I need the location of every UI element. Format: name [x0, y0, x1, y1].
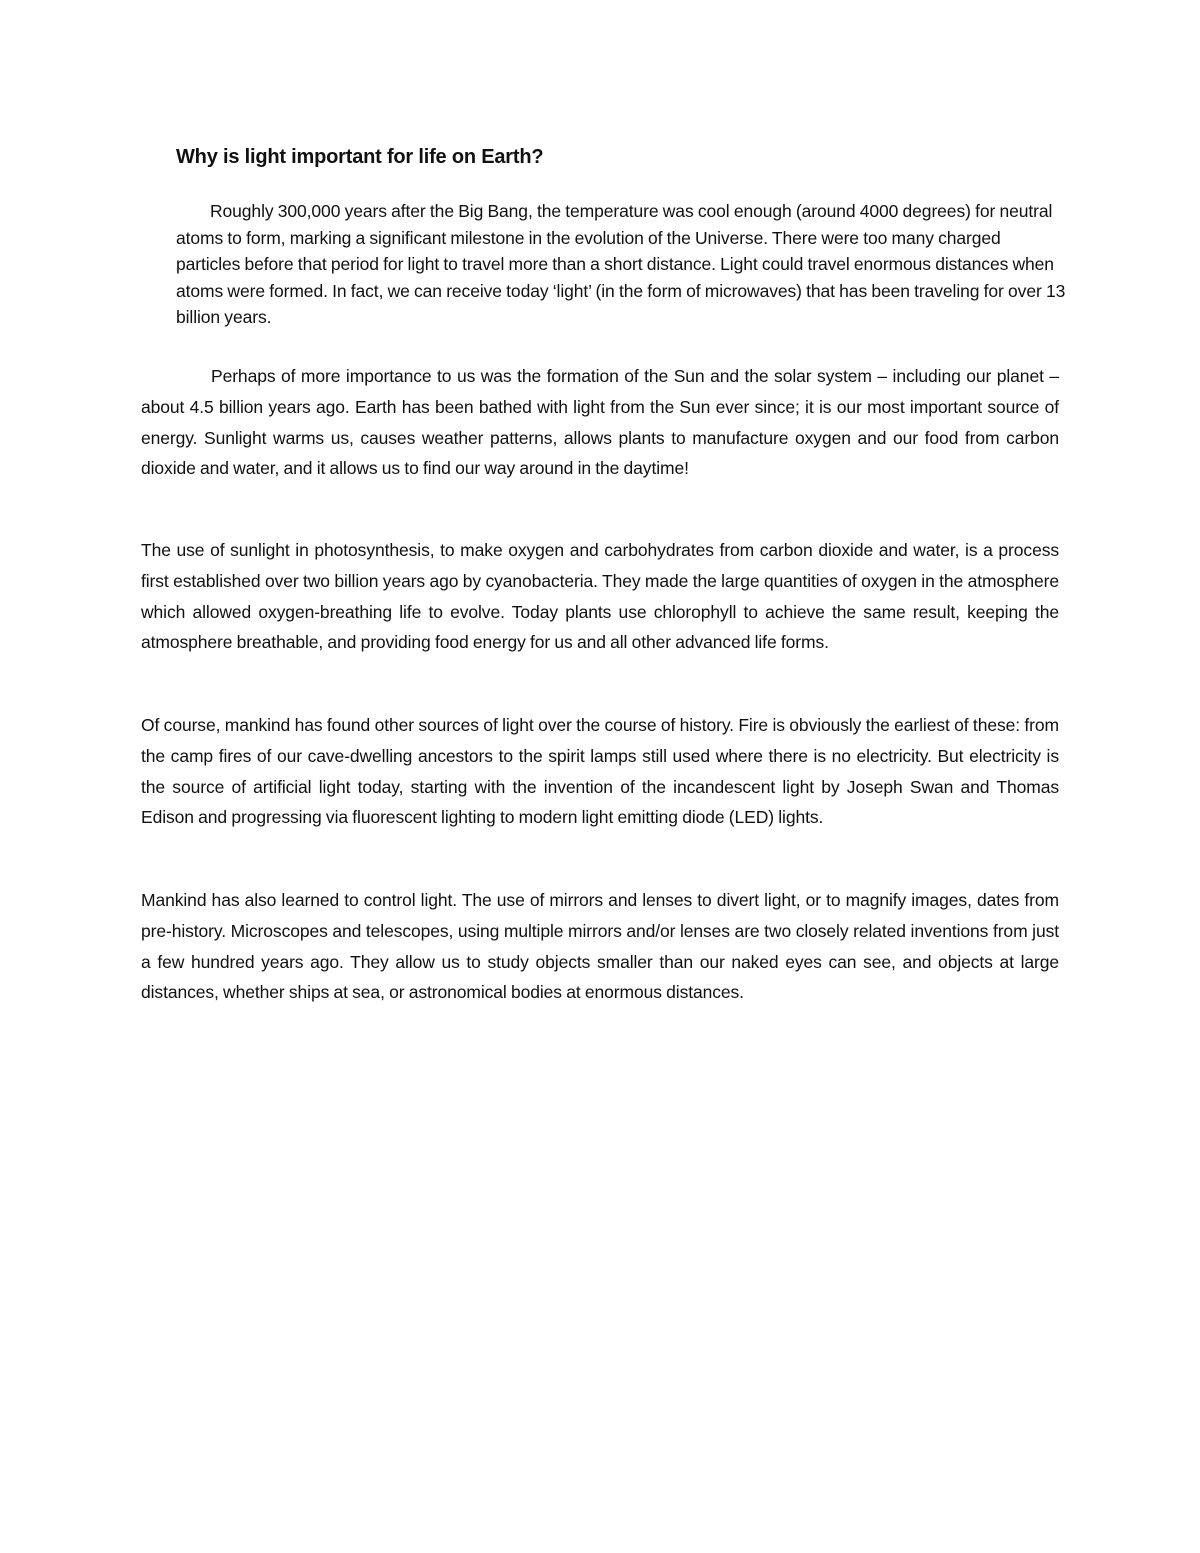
- document-title: Why is light important for life on Earth?: [176, 146, 544, 168]
- paragraph-controlling-light: Mankind has also learned to control light. The use of mirrors and lenses to divert light, or to magnify images, dates from pre-history. Microscopes and telescopes, using multiple mirrors and/or lenses are two closely related inventions from just a few hundred years ago. They allow us to study objects smaller than our naked eyes can see, and objects at large distances, whether ships at sea, or astronomical bodies at enormous distances.: [141, 890, 1059, 1003]
- paragraph-photosynthesis: The use of sunlight in photosynthesis, to make oxygen and carbohydrates from carbon dioxide and water, is a process first established over two billion years ago by cyanobacteria. They made the large quantities of oxygen in the atmosphere which allowed oxygen-breathing life to evolve. Today plants use chlorophyll to achieve the same result, keeping the atmosphere breathable, and providing food energy for us and all other advanced life forms.: [141, 540, 1059, 653]
- paragraph-big-bang: Roughly 300,000 years after the Big Bang, the temperature was cool enough (around 4000 degrees) for neutral atoms to form, marking a significant milestone in the evolution of the Universe. There were too many charged particles before that period for light to travel more than a short distance. Light could travel enormous distances when atoms were formed. In fact, we can receive today ‘light’ (in the form of microwaves) that has been traveling for over 13 billion years.: [176, 201, 1066, 327]
- paragraph-light-sources: Of course, mankind has found other sources of light over the course of history. Fire is obviously the earliest of these: from the camp fires of our cave-dwelling ancestors to the spirit lamps still used where there is no electricity. But electricity is the source of artificial light today, starting with the invention of the incandescent light by Joseph Swan and Thomas Edison and progressing via fluorescent lighting to modern light emitting diode (LED) lights.: [141, 715, 1059, 828]
- paragraph-sun-formation: Perhaps of more importance to us was the formation of the Sun and the solar system – including our planet – about 4.5 billion years ago. Earth has been bathed with light from the Sun ever since; it is our most important source of energy. Sunlight warms us, causes weather patterns, allows plants to manufacture oxygen and our food from carbon dioxide and water, and it allows us to find our way around in the daytime!: [141, 366, 1059, 479]
